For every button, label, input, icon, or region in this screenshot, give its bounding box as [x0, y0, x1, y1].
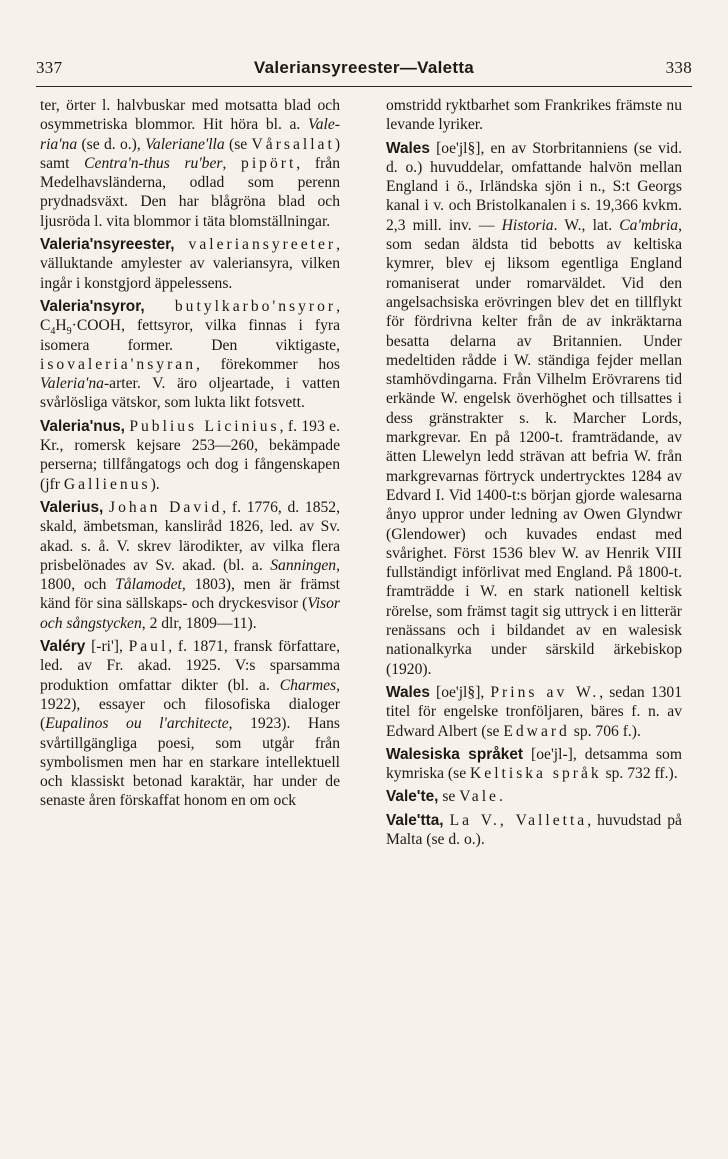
entry-valery: Valéry [-ri'], Paul, f. 1871, fransk författare, led. av Fr. akad. 1925. V:s sparsamma produktion omfattar dikter (bl. a. Charmes, 1922), essayer och filosofiska dialoger (Eupalinos ou l'architecte, 1923). Hans svårtillgängliga poesi, som utgår från symbolismen men har en starkare intellektuell och klassiskt betonad karaktär, har under de senaste åren förskaffat honom en om ock — [40, 638, 340, 810]
entry-valerius: Valerius, Johan David, f. 1776, d. 1852, skald, ämbetsman, kansliråd 1826, led. av Sv. akad. s. å. V. skrev lärodikter, av vilka flera prisbelönades av Sv. akad. (bl. a. Sanningen, 1800, och Tålamodet, 1803), men är främst känd för sina sällskaps- och dryckesvisor (Visor och sångstycken, 2 dlr, 1809—11). — [40, 498, 340, 632]
header-rule — [36, 86, 692, 87]
headword: Valerius, — [40, 498, 104, 516]
entry-valeriansyreester: Valeria'nsyreester, valeriansyreeter, välluktande amylester av valeriansyra, vilken ingår i konstgjord äppelessens. — [40, 236, 340, 292]
right-column — [386, 96, 682, 849]
left-column — [40, 96, 340, 811]
entry-valerianus: Valeria'nus, Publius Licinius, f. 193 e. Kr., romersk kejsare 253—260, bekämpade perserna; tillfångatogs och dog i fångenskapen (jfr Gallienus). — [40, 417, 340, 493]
page-number-right: 338 — [665, 58, 692, 77]
headword: Vale'tta, — [386, 811, 444, 829]
entry-valetta: Vale'tta, La V., Valletta, huvudstad på Malta (se d. o.). — [386, 811, 682, 848]
entry-valeriansyror: Valeria'nsyror, butylkarbo'nsyror, $C_4H_9\cdot COOH$, fettsyror, vilka finnas i fyra isomera former. Den viktigaste, isovaleria'nsyran, förekommer hos Valeria'na-arter. V. äro oljeartade, i vatten svårlösliga vätskor, som lukta likt fotsvett. — [40, 297, 340, 412]
page-header — [36, 58, 692, 84]
page-number-left: 337 — [36, 58, 63, 77]
headword: Valeria'nus, — [40, 417, 125, 435]
headword: Vale'te, — [386, 788, 439, 806]
entry-wales-prins: Wales [oe'jl§], Prins av W., sedan 1301 titel för engelske tronföljaren, bäres f. n. av Edward Albert (se Edward sp. 706 f.). — [386, 683, 682, 740]
headword: Wales — [386, 139, 430, 157]
headword: Valeria'nsyror, — [40, 297, 145, 315]
entry-valete: Vale'te, se Vale. — [386, 788, 503, 806]
entry-walesiska-spraket: Walesiska språket [oe'jl-], detsamma som kymriska (se Keltiska språk sp. 732 ff.). — [386, 745, 682, 783]
headword: Walesiska språket — [386, 745, 524, 763]
headword: Valeria'nsyreester, — [40, 236, 175, 254]
entry-continuation: omstridd ryktbarhet som Frankrikes främste nu levande lyriker. — [386, 97, 682, 134]
entry-continuation: ter, örter l. halvbuskar med motsatta blad och osymmetriska blommor. Hit höra bl. a. Vale-ria'na (se d. o.), Valeriane'lla (se Vårsallat) samt Centra'n-thus ru'ber, pipört, från Medelhavsländerna, odlad som perenn prydnadsväxt. Den har blågröna blad och ljusröda l. vita blommor i täta blomställningar. — [40, 97, 341, 230]
headword: Valéry — [40, 638, 86, 656]
headword: Wales — [386, 683, 430, 701]
running-title: Valeriansyreester—Valetta — [253, 58, 475, 77]
entry-wales: Wales [oe'jl§], en av Storbritanniens (se vid. d. o.) huvuddelar, omfattande halvön mellan England i ö., Irländska sjön i n., S:t Georgs kanal i v. och Bristolkanalen i s. 19,366 kvkm. 2,3 mill. inv. — Historia. W., lat. Ca'mbria, som sedan äldsta tid bebotts av keltiska kymrer, blev ej liksom egentliga England romaniserat under romarväldet. Vid den angelsachsiska erövringen blev det en tillflykt för fördrivna kelter från de av inkräktarna besatta delarna av Britannien. Under medeltiden rådde i W. ständiga fejder mellan stamhövdingarna. Från Vilhelm Erövrarens tid erkände W. engelsk överhöghet och tillsattes i dess gränstrakter s. k. Marcher Lords, markgrevar. En på 1200-t. framträdande, av ätten Llewelyn ledd strävan att befria W. från markgrevarnas förtryck undertrycktes 1284 av Edvard I. Vid 1400-t:s början gjorde walesarna ånyo uppror under ledning av Owen Glyndwr (Glendower) och kuvades endast med svårighet. Först 1536 blev W. av Henrik VIII fullständigt införlivat med England. På 1800-t. framträdde i W. en stark nationell keltisk rörelse, som främst tagit sig uttryck i en litterär renässans och i bildandet av en walesisk nationalkyrka under särskild ärkebiskop (1920). — [386, 139, 682, 678]
